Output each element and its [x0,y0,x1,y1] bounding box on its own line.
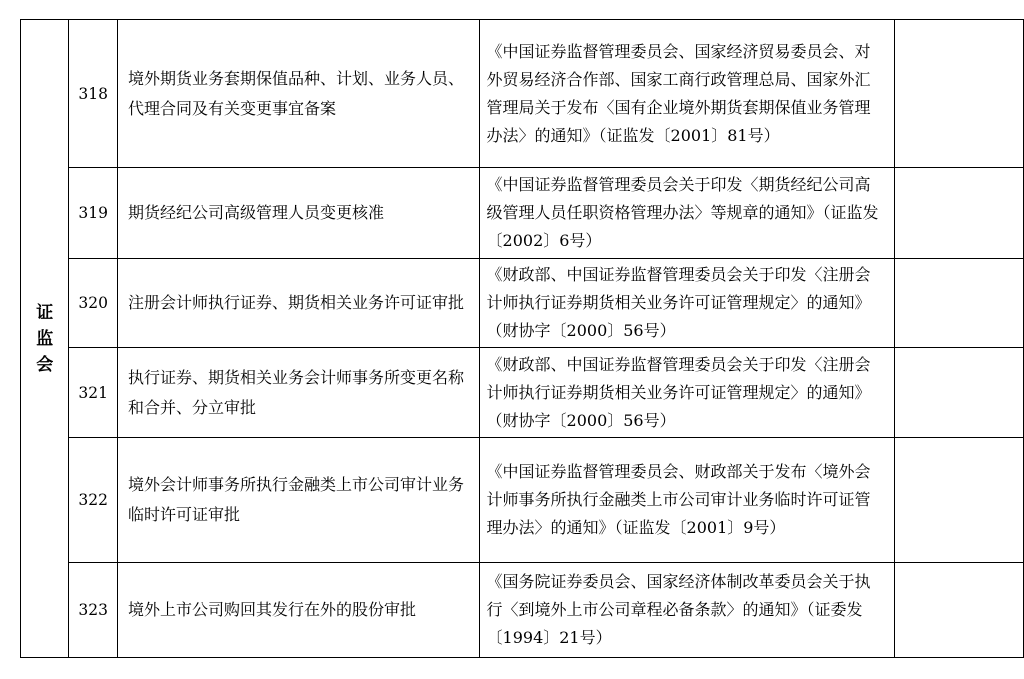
item-note [894,348,1023,438]
item-legal-basis: 《财政部、中国证券监督管理委员会关于印发〈注册会计师执行证券期货相关业务许可证管理规定〉的通知》（财协字〔2000〕56号） [479,259,894,348]
table-row [21,20,1024,168]
item-note [894,259,1023,348]
item-name: 注册会计师执行证券、期货相关业务许可证审批 [118,259,480,348]
table-row [21,348,1024,438]
department-cell [21,20,69,658]
item-legal-basis: 《财政部、中国证券监督管理委员会关于印发〈注册会计师执行证券期货相关业务许可证管理规定〉的通知》（财协字〔2000〕56号） [479,348,894,438]
item-number: 319 [69,168,118,259]
item-note [894,168,1023,259]
item-name: 境外会计师事务所执行金融类上市公司审计业务临时许可证审批 [118,438,480,563]
item-legal-basis: 《国务院证券委员会、国家经济体制改革委员会关于执行〈到境外上市公司章程必备条款〉的通知》（证委发〔1994〕21号） [479,563,894,658]
item-number: 320 [69,259,118,348]
item-name: 境外期货业务套期保值品种、计划、业务人员、代理合同及有关变更事宜备案 [118,20,480,168]
table-row [21,168,1024,259]
table-row [21,259,1024,348]
table-row [21,563,1024,658]
item-legal-basis: 《中国证券监督管理委员会关于印发〈期货经纪公司高级管理人员任职资格管理办法〉等规章的通知》（证监发〔2002〕6号） [479,168,894,259]
approval-items-table [20,19,1024,658]
item-number: 322 [69,438,118,563]
table-row [21,438,1024,563]
item-number: 321 [69,348,118,438]
item-note [894,438,1023,563]
item-legal-basis: 《中国证券监督管理委员会、国家经济贸易委员会、对外贸易经济合作部、国家工商行政管理总局、国家外汇管理局关于发布〈国有企业境外期货套期保值业务管理办法〉的通知》（证监发〔2001〕81号） [479,20,894,168]
item-name: 期货经纪公司高级管理人员变更核准 [118,168,480,259]
item-legal-basis: 《中国证券监督管理委员会、财政部关于发布〈境外会计师事务所执行金融类上市公司审计业务临时许可证管理办法〉的通知》（证监发〔2001〕9号） [479,438,894,563]
item-note [894,563,1023,658]
item-number: 323 [69,563,118,658]
item-name: 境外上市公司购回其发行在外的股份审批 [118,563,480,658]
department-label: 证监会 [36,302,54,375]
item-number: 318 [69,20,118,168]
item-name: 执行证券、期货相关业务会计师事务所变更名称和合并、分立审批 [118,348,480,438]
item-note [894,20,1023,168]
